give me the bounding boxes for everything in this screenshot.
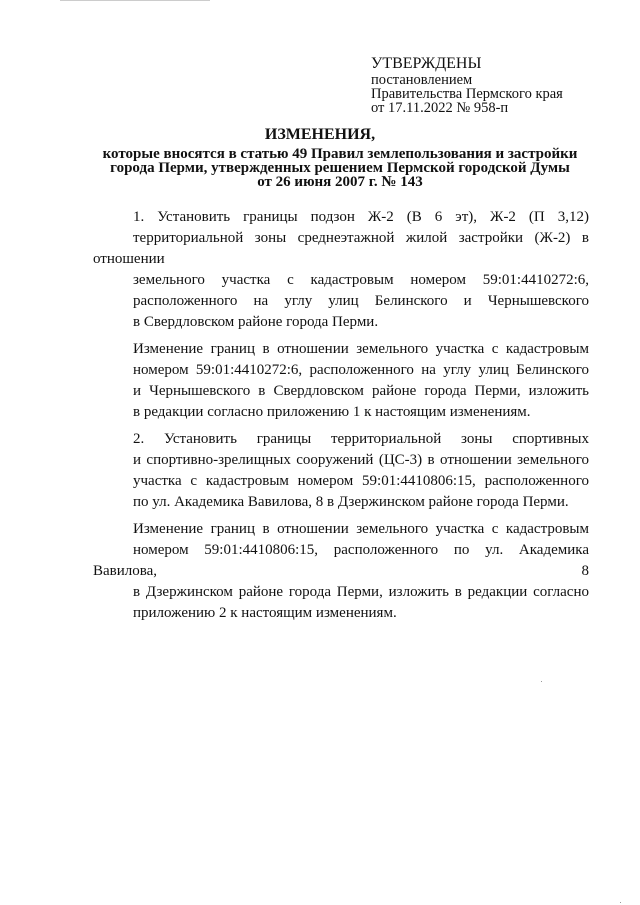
text-line: в Дзержинском районе города Перми, изложить в редакции согласно [133,584,589,600]
document-subtitle [90,147,590,189]
text-line: 2. Установить границы территориальной зоны спортивных [133,431,589,447]
document-body [93,207,589,630]
paragraph [93,519,589,624]
scan-speck [620,902,621,903]
scan-edge-line [60,0,210,1]
approval-line: Правительства Пермского края [371,86,563,102]
text-line: номером 59:01:4410806:15, расположенного по ул. Академика Вавилова, 8 [93,542,589,579]
approval-line: постановлением [371,72,473,88]
subtitle-line: от 26 июня 2007 г. № 143 [257,174,423,190]
approval-line: от 17.11.2022 № 958-п [371,100,509,116]
paragraph [93,207,589,333]
text-line: расположенного на углу улиц Белинского и Чернышевского [133,293,589,309]
text-line: в редакции согласно приложению 1 к настоящим изменениям. [133,404,531,420]
text-line: и Чернышевского в Свердловском районе города Перми, изложить [133,383,589,399]
text-line: Изменение границ в отношении земельного участка с кадастровым [133,341,589,357]
scan-speck [541,681,542,682]
paragraph [93,429,589,513]
subtitle-line: которые вносятся в статью 49 Правил землепользования и застройки [102,146,578,162]
subtitle-line: города Перми, утвержденных решением Пермской городской Думы [110,160,570,176]
text-line: по ул. Академика Вавилова, 8 в Дзержинском районе города Перми. [133,494,569,510]
text-line: участка с кадастровым номером 59:01:4410806:15, расположенного [133,473,589,489]
text-line: и спортивно-зрелищных сооружений (ЦС-3) в отношении земельного [133,452,589,468]
paragraph [93,339,589,423]
document-title: ИЗМЕНЕНИЯ, [264,126,376,143]
text-line: приложению 2 к настоящим изменениям. [133,605,397,621]
text-line: номером 59:01:4410272:6, расположенного на углу улиц Белинского [133,362,589,378]
approval-heading: УТВЕРЖДЕНЫ [371,55,482,72]
approval-stamp [371,55,563,115]
text-line: территориальной зоны среднеэтажной жилой застройки (Ж-2) в отношении [93,230,589,267]
text-line: 1. Установить границы подзон Ж-2 (В 6 эт), Ж-2 (П 3,12) [133,209,589,225]
text-line: Изменение границ в отношении земельного участка с кадастровым [133,521,589,537]
text-line: земельного участка с кадастровым номером 59:01:4410272:6, [133,272,589,288]
text-line: в Свердловском районе города Перми. [133,314,379,330]
